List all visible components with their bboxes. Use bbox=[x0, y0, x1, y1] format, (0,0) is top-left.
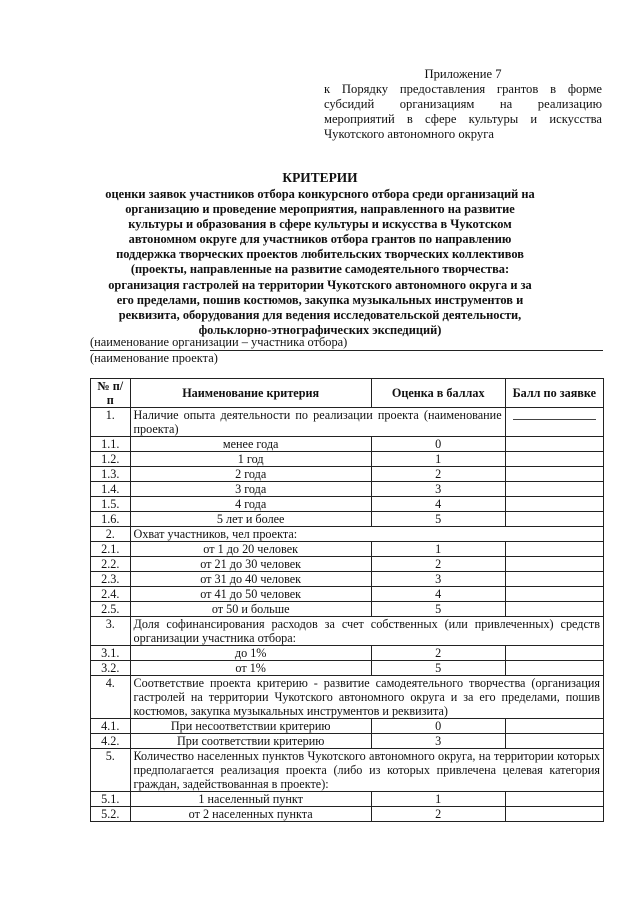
document-subtitle: оценки заявок участников отбора конкурсного отбора среди организаций на организацию и проведение мероприятия, направленного на развитие культуры и образования в сфере культуры и искусства в Чукотском автономном округе для участников отбора грантов по направлению поддержка творческих проектов любительских творческих коллективов (проекты, направленные на развитие самодеятельного творчества: организация гастролей на территории Чукотского автономного округа и за его пределами, пошив костюмов, закупка музыкальных инструментов и реквизита, оборудования для ведения исследовательской деятельности, фольклорно-этнографических экспедиций) bbox=[105, 187, 535, 337]
table-row bbox=[91, 557, 604, 572]
table-row bbox=[91, 527, 604, 542]
sub-criterion: менее года bbox=[130, 437, 371, 452]
row-number: 1.3. bbox=[91, 467, 131, 482]
row-number: 5.1. bbox=[91, 792, 131, 807]
table-row bbox=[91, 676, 604, 719]
score-value: 4 bbox=[371, 497, 505, 512]
table-row bbox=[91, 719, 604, 734]
section-criterion: Доля софинансирования расходов за счет собственных (или привлеченных) средств организации участника отбора: bbox=[130, 617, 603, 646]
row-number: 2.5. bbox=[91, 602, 131, 617]
bid-score-cell[interactable] bbox=[505, 482, 603, 497]
criteria-table bbox=[90, 378, 604, 822]
bid-score-cell[interactable] bbox=[505, 452, 603, 467]
section-criterion: Количество населенных пунктов Чукотского автономного округа, на территории которых предполагается реализация проекта (либо из которых привлечена целевая категория граждан, задействованная в проекте): bbox=[130, 749, 603, 792]
table-row bbox=[91, 734, 604, 749]
table-row bbox=[91, 572, 604, 587]
table-row bbox=[91, 542, 604, 557]
table-row bbox=[91, 807, 604, 822]
row-number: 2.3. bbox=[91, 572, 131, 587]
table-row bbox=[91, 661, 604, 676]
header-bid: Балл по заявке bbox=[505, 379, 603, 408]
sub-criterion: При соответствии критерию bbox=[130, 734, 371, 749]
table-row bbox=[91, 467, 604, 482]
appendix-number: Приложение 7 bbox=[424, 67, 502, 81]
sub-criterion: При несоответствии критерию bbox=[130, 719, 371, 734]
project-name-field: (наименование проекта) bbox=[90, 351, 218, 365]
header-num: № п/п bbox=[91, 379, 131, 408]
score-value: 3 bbox=[371, 572, 505, 587]
table-row bbox=[91, 587, 604, 602]
blank-line bbox=[513, 408, 596, 420]
section-criterion: Охват участников, чел проекта: bbox=[130, 527, 603, 542]
row-number: 2.2. bbox=[91, 557, 131, 572]
sub-criterion: 2 года bbox=[130, 467, 371, 482]
bid-score-cell[interactable] bbox=[505, 602, 603, 617]
row-number: 1.6. bbox=[91, 512, 131, 527]
section-criterion: Соответствие проекта критерию - развитие самодеятельного творчества (организация гастролей на территории Чукотского автономного округа и за его пределами, пошив костюмов, закупка музыкальных инструментов и реквизита) bbox=[130, 676, 603, 719]
sub-criterion: от 50 и больше bbox=[130, 602, 371, 617]
score-value: 1 bbox=[371, 542, 505, 557]
row-number: 3.1. bbox=[91, 646, 131, 661]
row-number: 2.1. bbox=[91, 542, 131, 557]
table-row bbox=[91, 646, 604, 661]
sub-criterion: от 2 населенных пункта bbox=[130, 807, 371, 822]
appendix-text: к Порядку предоставления грантов в форме субсидий организациям на реализацию мероприятий в сфере культуры и искусства Чукотского автономного округа bbox=[324, 82, 602, 141]
row-number: 4.1. bbox=[91, 719, 131, 734]
bid-score-cell[interactable] bbox=[505, 646, 603, 661]
table-row bbox=[91, 497, 604, 512]
score-value: 3 bbox=[371, 734, 505, 749]
table-row bbox=[91, 437, 604, 452]
header-name: Наименование критерия bbox=[130, 379, 371, 408]
bid-score-cell[interactable] bbox=[505, 467, 603, 482]
appendix-block bbox=[324, 67, 602, 142]
score-value: 5 bbox=[371, 512, 505, 527]
bid-score-cell[interactable] bbox=[505, 734, 603, 749]
score-value: 2 bbox=[371, 467, 505, 482]
row-number: 1.1. bbox=[91, 437, 131, 452]
table-row bbox=[91, 792, 604, 807]
bid-score-cell[interactable] bbox=[505, 437, 603, 452]
table-row bbox=[91, 617, 604, 646]
bid-score-cell[interactable] bbox=[505, 542, 603, 557]
sub-criterion: от 41 до 50 человек bbox=[130, 587, 371, 602]
bid-score-cell[interactable] bbox=[505, 512, 603, 527]
row-number: 3. bbox=[91, 617, 131, 646]
bid-score-cell[interactable] bbox=[505, 719, 603, 734]
row-number: 4.2. bbox=[91, 734, 131, 749]
sub-criterion: от 1% bbox=[130, 661, 371, 676]
row-number: 2.4. bbox=[91, 587, 131, 602]
row-number: 5. bbox=[91, 749, 131, 792]
score-value: 3 bbox=[371, 482, 505, 497]
score-value: 2 bbox=[371, 807, 505, 822]
row-number: 1.2. bbox=[91, 452, 131, 467]
table-row bbox=[91, 452, 604, 467]
table-row bbox=[91, 749, 604, 792]
score-value: 2 bbox=[371, 557, 505, 572]
sub-criterion: от 21 до 30 человек bbox=[130, 557, 371, 572]
bid-score-cell[interactable] bbox=[505, 572, 603, 587]
row-number: 4. bbox=[91, 676, 131, 719]
row-number: 1. bbox=[91, 408, 131, 437]
score-value: 5 bbox=[371, 661, 505, 676]
sub-criterion: 3 года bbox=[130, 482, 371, 497]
section-criterion: Наличие опыта деятельности по реализации проекта (наименование проекта) bbox=[130, 408, 505, 437]
sub-criterion: 5 лет и более bbox=[130, 512, 371, 527]
bid-score-cell[interactable] bbox=[505, 497, 603, 512]
score-value: 1 bbox=[371, 792, 505, 807]
bid-score-cell[interactable] bbox=[505, 792, 603, 807]
score-value: 4 bbox=[371, 587, 505, 602]
sub-criterion: 1 населенный пункт bbox=[130, 792, 371, 807]
row-number: 3.2. bbox=[91, 661, 131, 676]
org-name-field: (наименование организации – участника отбора) bbox=[90, 334, 603, 351]
sub-criterion: от 31 до 40 человек bbox=[130, 572, 371, 587]
document-title: КРИТЕРИИ bbox=[282, 170, 358, 185]
table-row bbox=[91, 482, 604, 497]
sub-criterion: 4 года bbox=[130, 497, 371, 512]
criteria-table-body bbox=[91, 408, 604, 822]
row-number: 1.5. bbox=[91, 497, 131, 512]
bid-score-cell[interactable] bbox=[505, 807, 603, 822]
bid-score-cell[interactable] bbox=[505, 661, 603, 676]
row-number: 1.4. bbox=[91, 482, 131, 497]
row-number: 2. bbox=[91, 527, 131, 542]
score-value: 0 bbox=[371, 437, 505, 452]
table-header-row bbox=[91, 379, 604, 408]
bid-score-cell[interactable] bbox=[505, 557, 603, 572]
sub-criterion: 1 год bbox=[130, 452, 371, 467]
table-row bbox=[91, 512, 604, 527]
row-number: 5.2. bbox=[91, 807, 131, 822]
bid-score-cell[interactable] bbox=[505, 587, 603, 602]
score-value: 1 bbox=[371, 452, 505, 467]
score-value: 5 bbox=[371, 602, 505, 617]
header-score: Оценка в баллах bbox=[371, 379, 505, 408]
bid-score-blank[interactable] bbox=[505, 408, 603, 437]
table-row bbox=[91, 408, 604, 437]
sub-criterion: от 1 до 20 человек bbox=[130, 542, 371, 557]
score-value: 0 bbox=[371, 719, 505, 734]
score-value: 2 bbox=[371, 646, 505, 661]
sub-criterion: до 1% bbox=[130, 646, 371, 661]
table-row bbox=[91, 602, 604, 617]
